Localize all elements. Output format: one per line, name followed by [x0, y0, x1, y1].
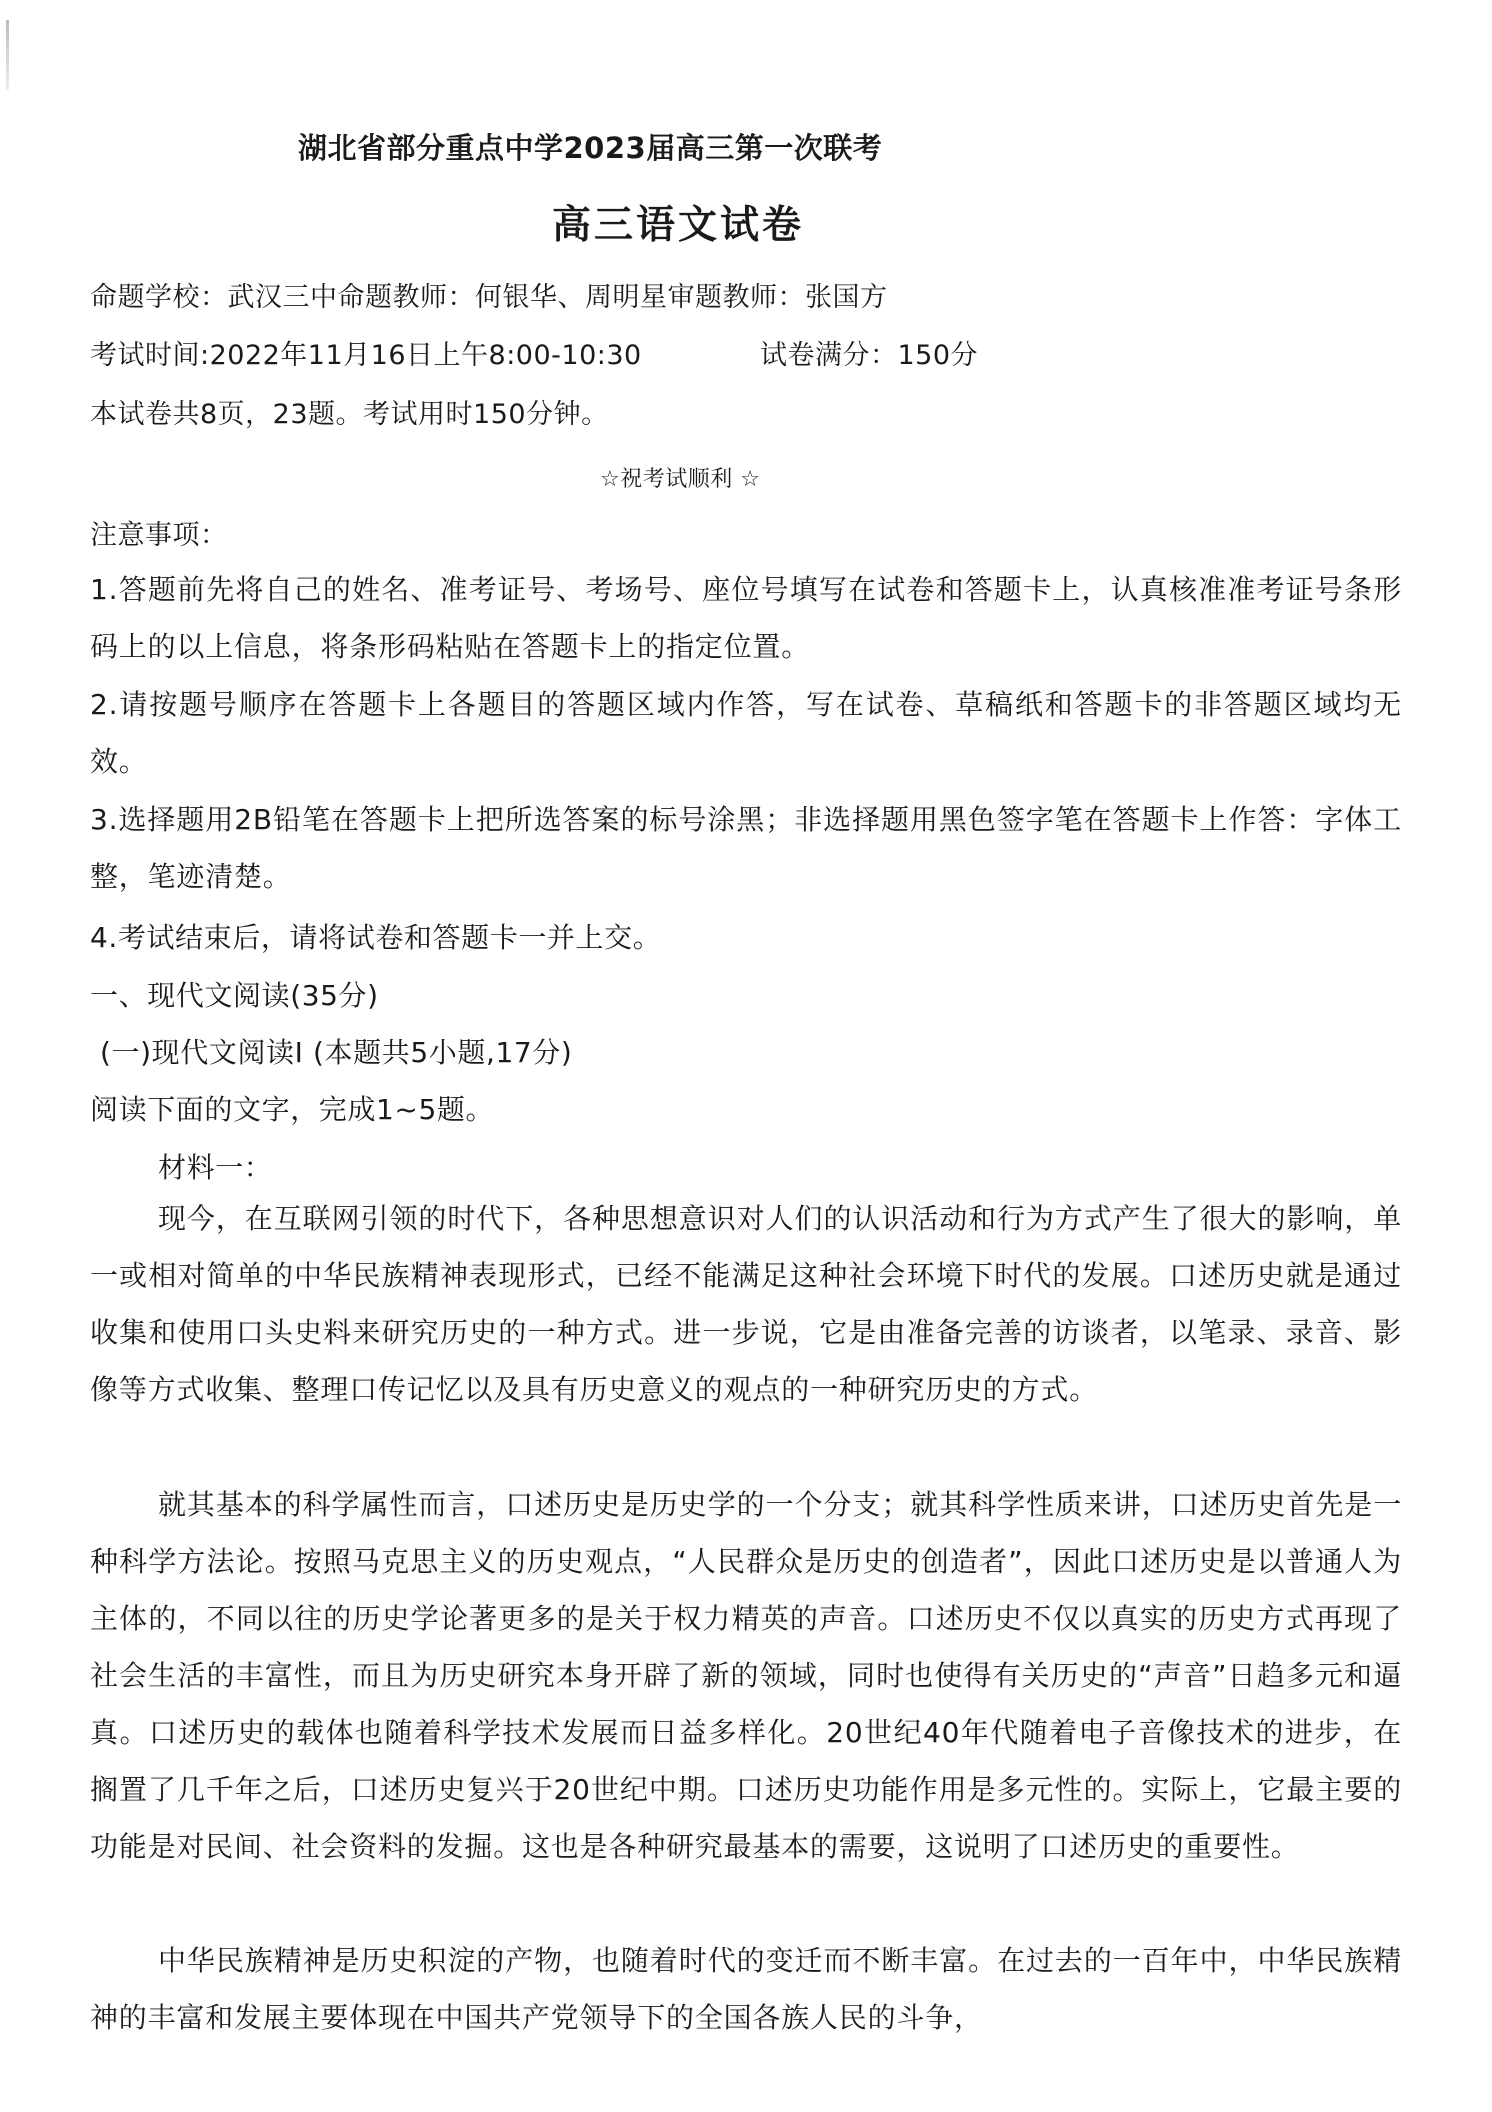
exam-wish: ☆祝考试顺利 ☆ [600, 467, 761, 492]
section-instruction: 阅读下面的文字，完成1~5题。 [90, 1093, 495, 1126]
notice-item-1: 1.答题前先将自己的姓名、准考证号、考场号、座位号填写在试卷和答题卡上，认真核准准考证号条形码上的以上信息，将条形码粘贴在答题卡上的指定位置。 [90, 573, 1402, 663]
section-heading: 一、现代文阅读(35分) [90, 979, 379, 1012]
scan-edge-mark [6, 20, 9, 90]
material-label: 材料一： [158, 1151, 273, 1184]
notice-item-3: 3.选择题用2B铅笔在答题卡上把所选答案的标号涂黑；非选择题用黑色签字笔在答题卡上作答：字体工整，笔迹清楚。 [90, 803, 1402, 893]
exam-title: 高三语文试卷 [552, 203, 805, 248]
section-sub-heading: (一)现代文阅读I (本题共5小题,17分) [100, 1036, 573, 1069]
exam-time: 考试时间:2022年11月16日上午8:00-10:30 [90, 340, 642, 371]
material-paragraph-3: 中华民族精神是历史积淀的产物，也随着时代的变迁而不断丰富。在过去的一百年中，中华民族精神的丰富和发展主要体现在中国共产党领导下的全国各族人民的斗争， [90, 1944, 1402, 2034]
exam-info: 本试卷共8页，23题。考试用时150分钟。 [90, 399, 609, 430]
material-paragraph-1: 现今，在互联网引领的时代下，各种思想意识对人们的认识活动和行为方式产生了很大的影响，单一或相对简单的中华民族精神表现形式，已经不能满足这种社会环境下时代的发展。口述历史就是通过收集和使用口头史料来研究历史的一种方式。进一步说，它是由准备完善的访谈者，以笔录、录音、影像等方式收集、整理口传记忆以及具有历史意义的观点的一种研究历史的方式。 [90, 1202, 1402, 1406]
exam-score: 试卷满分：150分 [760, 340, 979, 371]
notice-item-2: 2.请按题号顺序在答题卡上各题目的答题区域内作答，写在试卷、草稿纸和答题卡的非答题区域均无效。 [90, 688, 1402, 778]
exam-subtitle: 湖北省部分重点中学2023届高三第一次联考 [298, 131, 883, 165]
notice-item-4: 4.考试结束后，请将试卷和答题卡一并上交。 [90, 921, 662, 954]
material-paragraph-2: 就其基本的科学属性而言，口述历史是历史学的一个分支；就其科学性质来讲，口述历史首先是一种科学方法论。按照马克思主义的历史观点，“人民群众是历史的创造者”，因此口述历史是以普通人为主体的，不同以往的历史学论著更多的是关于权力精英的声音。口述历史不仅以真实的历史方式再现了社会生活的丰富性，而且为历史研究本身开辟了新的领域，同时也使得有关历史的“声音”日趋多元和逼真。口述历史的载体也随着科学技术发展而日益多样化。20世纪40年代随着电子音像技术的进步，在搁置了几千年之后，口述历史复兴于20世纪中期。口述历史功能作用是多元性的。实际上，它最主要的功能是对民间、社会资料的发掘。这也是各种研究最基本的需要，这说明了口述历史的重要性。 [90, 1488, 1402, 1863]
exam-staff: 命题学校：武汉三中命题教师：何银华、周明星审题教师：张国方 [90, 282, 888, 313]
notice-heading: 注意事项： [90, 520, 228, 551]
